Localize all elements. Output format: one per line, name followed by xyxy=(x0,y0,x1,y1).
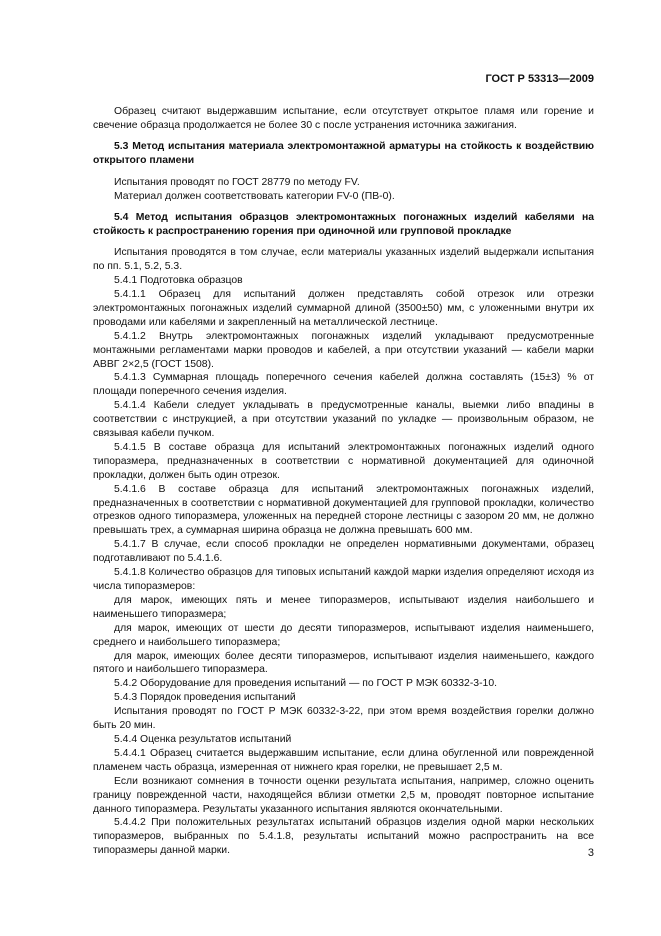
paragraph: Испытания проводятся в том случае, если материалы указанных изделий выдержали испытания по пп. 5.1, 5.2, 5.3. xyxy=(93,247,594,273)
subsection-title: 5.4.3 Порядок проведения испытаний xyxy=(114,692,296,704)
paragraph: 5.4.1.3 Суммарная площадь поперечного сечения кабелей должна составлять (15±3) % от площади поперечного сечения изделия. xyxy=(93,372,594,398)
paragraph: Испытания проводят по ГОСТ 28779 по методу FV. xyxy=(114,176,360,188)
document-body xyxy=(93,105,594,858)
page-number: 3 xyxy=(587,847,594,859)
subsection-title: 5.4.4 Оценка результатов испытаний xyxy=(114,733,292,745)
section-heading-5-3: 5.3 Метод испытания материала электромонтажной арматуры на стойкость к воздействию открытого пламени xyxy=(93,141,594,167)
paragraph: 5.4.1.4 Кабели следует укладывать в предусмотренные каналы, выемки либо впадины в соответствии с инструкцией, а при отсутствии указаний по укладке — произвольным образом, не связывая кабели пучком. xyxy=(93,400,594,440)
paragraph: 5.4.4.1 Образец считается выдержавшим испытание, если длина обугленной или поврежденной пламенем часть образца, измеренная от нижнего края горелки, не превышает 2,5 м. xyxy=(93,747,594,773)
paragraph: Если возникают сомнения в точности оценки результата испытания, например, сложно оценить границу поврежденной части, находящейся вблизи отметки 2,5 м, проводят повторное испытание данного типоразмера. Результаты указанного испытания являются окончательными. xyxy=(93,775,594,815)
paragraph: Образец считают выдержавшим испытание, если отсутствует открытое пламя или горение и свечение образца продолжается не более 30 с после устранения источника зажигания. xyxy=(93,106,594,131)
paragraph: 5.4.1.8 Количество образцов для типовых испытаний каждой марки изделия определяют исходя из числа типоразмеров: xyxy=(93,567,594,592)
paragraph: Материал должен соответствовать категории FV-0 (ПВ-0). xyxy=(114,190,395,202)
paragraph: 5.4.2 Оборудование для проведения испытаний — по ГОСТ Р МЭК 60332-3-10. xyxy=(114,678,497,690)
paragraph: 5.4.1.7 В случае, если способ прокладки не определен нормативными документами, образец подготавливают по 5.4.1.6. xyxy=(93,539,594,565)
paragraph: 5.4.1.5 В составе образца для испытаний электромонтажных погонажных изделий одного типоразмера, предназначенных в соответствии с нормативной документацией для одиночной прокладки, должен быть один отрезок. xyxy=(93,441,594,481)
subsection-title: 5.4.1 Подготовка образцов xyxy=(114,275,243,287)
section-heading-5-4: 5.4 Метод испытания образцов электромонтажных погонажных изделий кабелями на стойкость к распространению горения при одиночной или групповой прокладке xyxy=(93,211,594,237)
list-item: для марок, имеющих от шести до десяти типоразмеров, испытывают изделия наименьшего, среднего и наибольшего типоразмера; xyxy=(93,622,594,648)
paragraph: Испытания проводят по ГОСТ Р МЭК 60332-3-22, при этом время воздействия горелки должно быть 20 мин. xyxy=(93,706,594,732)
paragraph: 5.4.1.2 Внутрь электромонтажных погонажных изделий укладывают предусмотренные монтажными регламентами марки проводов и кабелей, а при отсутствии указаний — кабели марки АВВГ 2×2,5 (ГОСТ 1508). xyxy=(93,330,594,370)
list-item: для марок, имеющих более десяти типоразмеров, испытывают изделия наименьшего, каждого пятого и наибольшего типоразмера. xyxy=(93,650,594,676)
list-item: для марок, имеющих пять и менее типоразмеров, испытывают изделия наибольшего и наименьшего типоразмера; xyxy=(93,594,594,620)
paragraph: 5.4.1.6 В составе образца для испытаний электромонтажных погонажных изделий, предназначенных в соответствии с нормативной документацией для групповой прокладки, количество отрезков одного типоразмера, уложенных на передней стороне лестницы с зазором 20 мм, не должно превышать трех, а суммарная ширина образца не должна превышать 600 мм. xyxy=(93,483,594,537)
paragraph: 5.4.1.1 Образец для испытаний должен представлять собой отрезок или отрезки электромонтажных погонажных изделий суммарной длиной (3500±50) мм, с уложенными внутри их проводами или кабелями и закрепленный на металлической лестнице. xyxy=(93,288,594,328)
standard-header: ГОСТ Р 53313—2009 xyxy=(485,73,594,85)
paragraph: 5.4.4.2 При положительных результатах испытаний образцов изделия одной марки нескольких типоразмеров, выбранных по 5.4.1.8, результаты испытаний можно распространить на все типоразмеры данной марки. xyxy=(93,817,594,857)
